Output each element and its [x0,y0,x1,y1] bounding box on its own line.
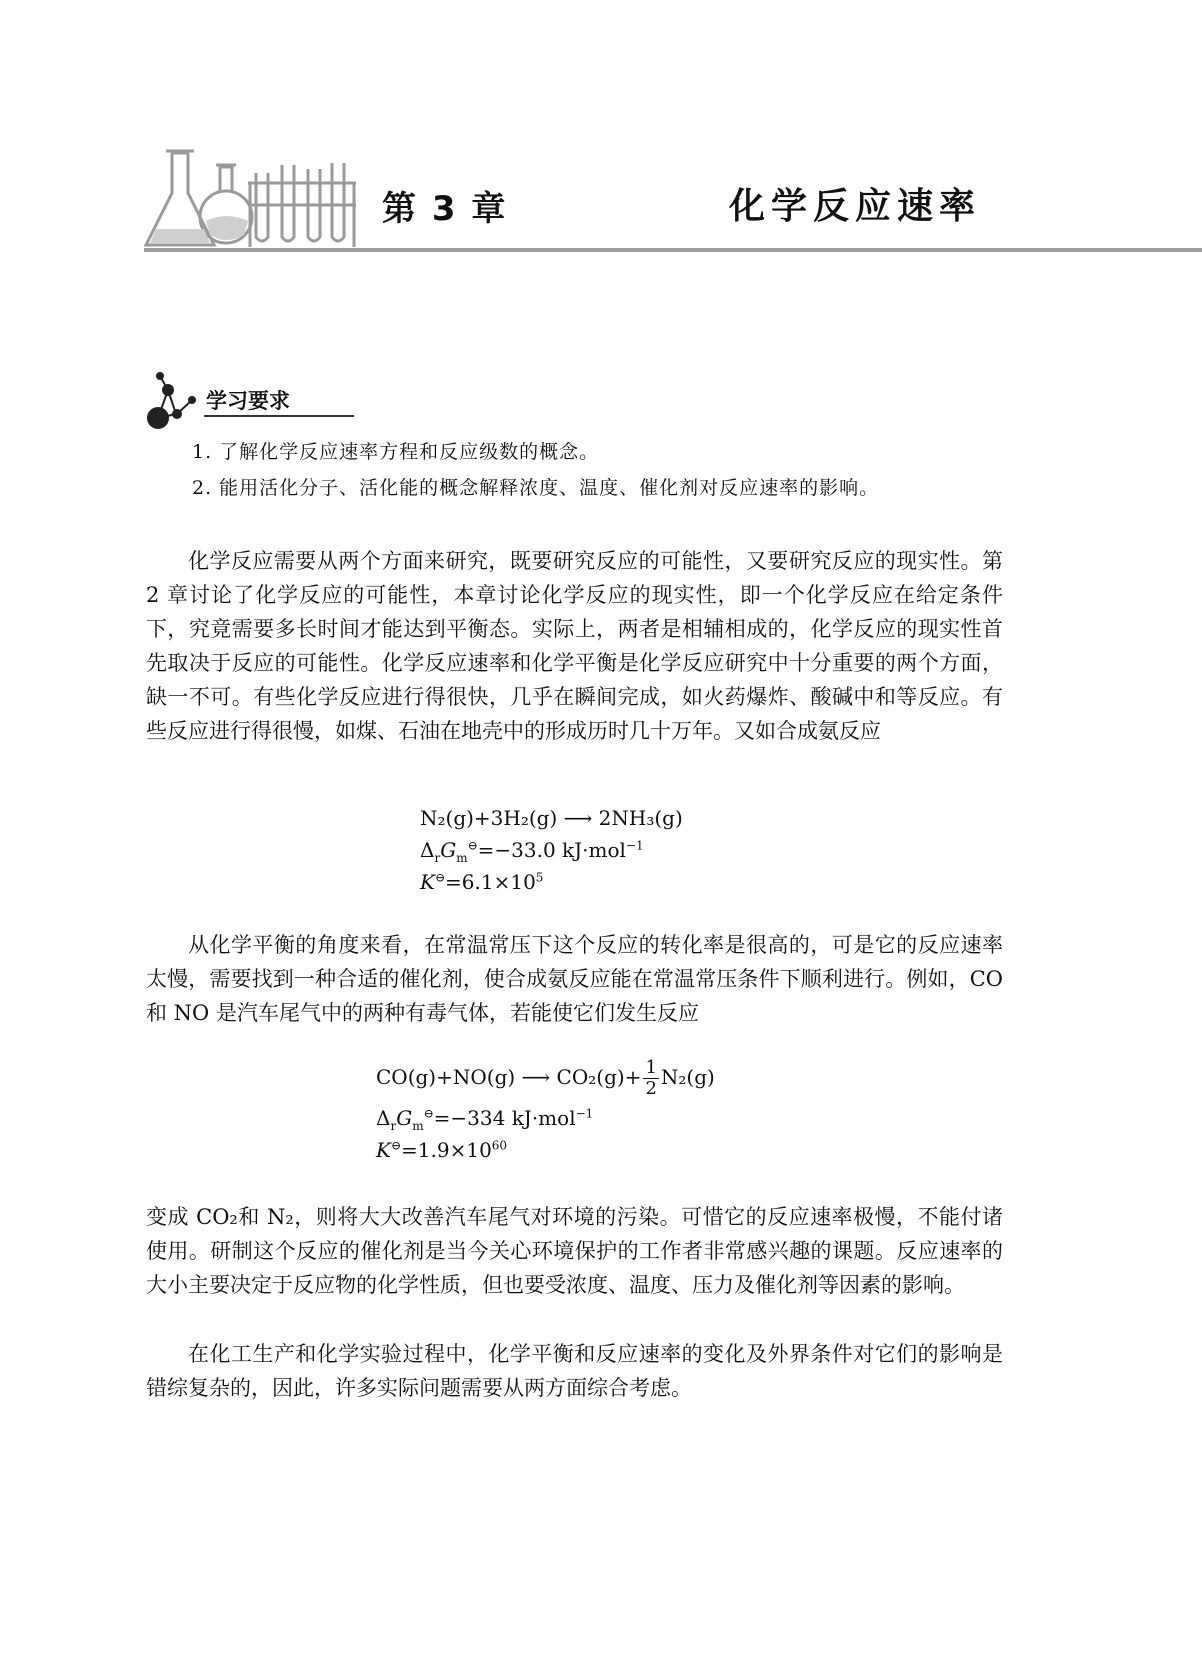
paragraph-text: 变成 CO₂和 N₂，则将大大改善汽车尾气对环境的污染。可惜它的反应速率极慢，不能付诸使用。研制这个反应的催化剂是当今关心环境保护的工作者非常感兴趣的课题。反应速率的大小主要决定于反应物的化学性质，但也要受浓度、温度、压力及催化剂等因素的影响。 [146,1205,1003,1297]
gibbs-energy: $\Delta_rG_m^⊖=-33.0$ kJ·mol$^{-1}$ [420,838,644,865]
requirements-underline [204,415,354,417]
list-item: 1. 了解化学反应速率方程和反应级数的概念。 [192,441,600,463]
paragraph-text: 化学反应需要从两个方面来研究，既要研究反应的可能性，又要研究反应的现实性。第 2 章讨论了化学反应的可能性，本章讨论化学反应的现实性，即一个化学反应在给定条件下，究竟需要多长时间才能达到平衡态。实际上，两者是相辅相成的，化学反应的现实性首先取决于反应的可能性。化学反应速率和化学平衡是化学反应研究中十分重要的两个方面，缺一不可。有些化学反应进行得很快，几乎在瞬间完成，如火药爆炸、酸碱中和等反应。有些反应进行得很慢，如煤、石油在地壳中的形成历时几十万年。又如合成氨反应 [146,549,1003,743]
paragraph-catalyst [146,928,1003,1030]
chapter-label: 第 3 章 [382,189,508,229]
equation-exhaust [376,1052,715,1166]
equilibrium-constant: $K^⊖=6.1\times 10^5$ [420,870,544,894]
chapter-title: 化学反应速率 [729,186,982,227]
equation-ammonia [420,802,683,898]
fraction: $\frac{1}{2}$ [645,1057,657,1099]
lab-glassware-icon [144,145,364,249]
molecule-icon [146,370,206,430]
gibbs-energy: $\Delta_rG_m^⊖=-334$ kJ·mol$^{-1}$ [376,1106,594,1133]
reaction-equation: N₂(g)+3H₂(g) ⟶ 2NH₃(g) [420,806,683,830]
paragraph-text: 从化学平衡的角度来看，在常温常压下这个反应的转化率是很高的，可是它的反应速率太慢，需要找到一种合适的催化剂，使合成氨反应能在常温常压条件下顺利进行。例如，CO 和 NO 是汽车尾气中的两种有毒气体，若能使它们发生反应 [146,933,1003,1025]
reaction-equation: CO(g)+NO(g) ⟶ CO₂(g)+ $\frac{1}{2}$ N₂(g) [376,1057,715,1099]
list-item: 2. 能用活化分子、活化能的概念解释浓度、温度、催化剂对反应速率的影响。 [192,477,880,499]
equilibrium-constant: $K^⊖=1.9\times 10^{60}$ [376,1138,508,1162]
chapter-header [144,145,1202,255]
requirements-list [192,434,879,506]
requirements-title: 学习要求 [206,389,290,413]
paragraph-text: 在化工生产和化学实验过程中，化学平衡和反应速率的变化及外界条件对它们的影响是错综复杂的，因此，许多实际问题需要从两方面综合考虑。 [146,1342,1003,1400]
header-rule [144,248,1202,252]
paragraph-exhaust [146,1200,1003,1302]
paragraph-conclusion [146,1337,1003,1405]
paragraph-intro [146,544,1003,748]
